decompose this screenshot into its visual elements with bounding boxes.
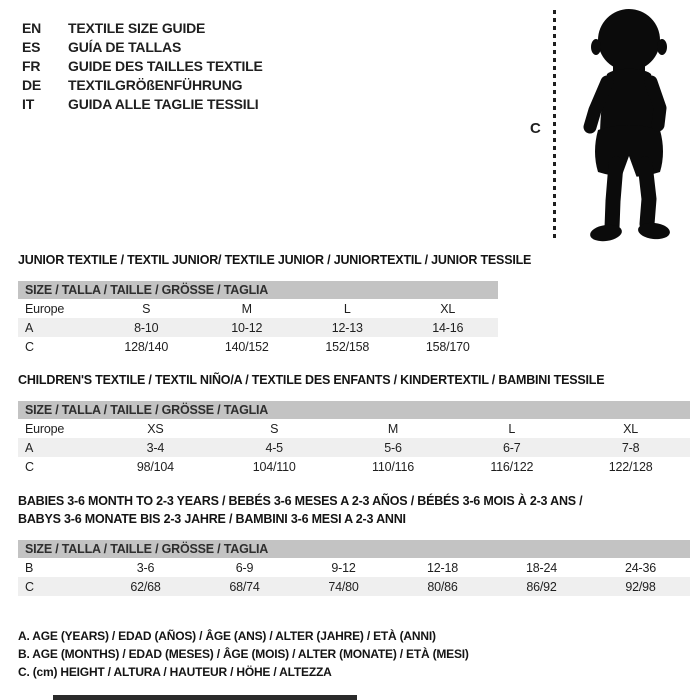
age-cell: 6-7 bbox=[503, 440, 521, 455]
table-row-europe bbox=[18, 419, 690, 438]
size-cell: XL bbox=[623, 421, 639, 436]
junior-section-title: JUNIOR TEXTILE / TEXTIL JUNIOR/ TEXTILE JUNIOR / JUNIORTEXTIL / JUNIOR TESSILE bbox=[18, 253, 532, 267]
size-header-bar: SIZE / TALLA / TAILLE / GRÖSSE / TAGLIA bbox=[18, 401, 690, 419]
age-cell: 12-13 bbox=[331, 320, 363, 335]
row-label: Europe bbox=[25, 301, 65, 316]
height-cell: 122/128 bbox=[608, 459, 653, 474]
language-code: ES bbox=[22, 38, 41, 55]
row-label: C bbox=[25, 579, 34, 594]
language-list bbox=[22, 18, 263, 113]
height-cell: 92/98 bbox=[625, 579, 656, 594]
row-label: Europe bbox=[25, 421, 65, 436]
language-row-de bbox=[22, 75, 263, 94]
age-cell: 24-36 bbox=[625, 560, 656, 575]
size-cell: S bbox=[270, 421, 279, 436]
age-cell: 3-6 bbox=[136, 560, 155, 575]
baby-silhouette bbox=[563, 6, 695, 244]
row-label: A bbox=[25, 320, 34, 335]
age-cell: 18-24 bbox=[526, 560, 557, 575]
table-row-height-cm bbox=[18, 457, 690, 476]
age-cell: 6-9 bbox=[235, 560, 254, 575]
babies-size-table bbox=[18, 540, 690, 596]
row-label: B bbox=[25, 560, 34, 575]
size-cell: L bbox=[343, 301, 351, 316]
age-cell: 9-12 bbox=[331, 560, 356, 575]
note-age-years: A. AGE (YEARS) / EDAD (AÑOS) / ÂGE (ANS) / ALTER (JAHRE) / ETÀ (ANNI) bbox=[18, 629, 436, 643]
size-cell: M bbox=[241, 301, 252, 316]
table-row-height-cm bbox=[18, 577, 690, 596]
language-code: IT bbox=[22, 95, 35, 112]
guide-title-fr: GUIDE DES TAILLES TEXTILE bbox=[68, 57, 263, 74]
height-cell: 74/80 bbox=[328, 579, 359, 594]
height-measure-dashed-line bbox=[553, 10, 556, 242]
height-cell: 152/158 bbox=[325, 339, 370, 354]
language-row-en bbox=[22, 18, 263, 37]
guide-title-de: TEXTILGRÖßENFÜHRUNG bbox=[68, 76, 243, 93]
size-header-bar: SIZE / TALLA / TAILLE / GRÖSSE / TAGLIA bbox=[18, 281, 498, 299]
size-header-bar: SIZE / TALLA / TAILLE / GRÖSSE / TAGLIA bbox=[18, 540, 690, 558]
height-cell: 86/92 bbox=[526, 579, 557, 594]
table-row-height-cm bbox=[18, 337, 498, 356]
guide-title-en: TEXTILE SIZE GUIDE bbox=[68, 19, 206, 36]
children-section-title: CHILDREN'S TEXTILE / TEXTIL NIÑO/A / TEXTILE DES ENFANTS / KINDERTEXTIL / BAMBINI TESSILE bbox=[18, 373, 605, 387]
age-cell: 10-12 bbox=[231, 320, 263, 335]
row-label: C bbox=[25, 459, 34, 474]
age-cell: 8-10 bbox=[134, 320, 159, 335]
age-cell: 7-8 bbox=[621, 440, 640, 455]
language-code: DE bbox=[22, 76, 42, 93]
language-row-fr bbox=[22, 56, 263, 75]
age-cell: 12-18 bbox=[427, 560, 458, 575]
language-row-it bbox=[22, 94, 263, 113]
height-cell: 128/140 bbox=[124, 339, 169, 354]
guide-title-it: GUIDA ALLE TAGLIE TESSILI bbox=[68, 95, 259, 112]
language-code: EN bbox=[22, 19, 42, 36]
junior-size-table bbox=[18, 281, 498, 356]
size-cell: M bbox=[387, 421, 399, 436]
table-row-europe bbox=[18, 299, 498, 318]
children-size-table bbox=[18, 401, 690, 476]
babies-section-title-line1: BABIES 3-6 MONTH TO 2-3 YEARS / BEBÉS 3-6 MESES A 2-3 AÑOS / BÉBÉS 3-6 MOIS À 2-3 ANS / bbox=[18, 494, 583, 508]
height-cell: 62/68 bbox=[130, 579, 161, 594]
height-cell: 98/104 bbox=[136, 459, 174, 474]
height-cell: 158/170 bbox=[425, 339, 470, 354]
table-row-age-years bbox=[18, 318, 498, 337]
height-cell: 80/86 bbox=[427, 579, 458, 594]
size-cell: XS bbox=[147, 421, 164, 436]
height-cell: 104/110 bbox=[252, 459, 296, 474]
age-cell: 14-16 bbox=[432, 320, 464, 335]
size-cell: L bbox=[508, 421, 516, 436]
height-cell: 116/122 bbox=[490, 459, 534, 474]
height-cell: 140/152 bbox=[224, 339, 269, 354]
size-cell: XL bbox=[440, 301, 456, 316]
size-cell: S bbox=[142, 301, 151, 316]
guide-title-es: GUÍA DE TALLAS bbox=[68, 38, 182, 55]
row-label: C bbox=[25, 339, 34, 354]
age-cell: 4-5 bbox=[265, 440, 283, 455]
height-measure-label: C bbox=[530, 120, 541, 137]
height-cell: 68/74 bbox=[229, 579, 260, 594]
height-cell: 110/116 bbox=[372, 459, 414, 474]
table-row-age-months bbox=[18, 558, 690, 577]
note-age-months: B. AGE (MONTHS) / EDAD (MESES) / ÂGE (MOIS) / ALTER (MONATE) / ETÀ (MESI) bbox=[18, 647, 469, 661]
cropped-bottom-bar bbox=[53, 695, 357, 700]
language-row-es bbox=[22, 37, 263, 56]
age-cell: 3-4 bbox=[146, 440, 165, 455]
row-label: A bbox=[25, 440, 34, 455]
language-code: FR bbox=[22, 57, 41, 74]
note-height-cm: C. (cm) HEIGHT / ALTURA / HAUTEUR / HÖHE / ALTEZZA bbox=[18, 665, 332, 679]
babies-section-title-line2: BABYS 3-6 MONATE BIS 2-3 JAHRE / BAMBINI 3-6 MESI A 2-3 ANNI bbox=[18, 512, 406, 526]
age-cell: 5-6 bbox=[384, 440, 402, 455]
table-row-age-years bbox=[18, 438, 690, 457]
